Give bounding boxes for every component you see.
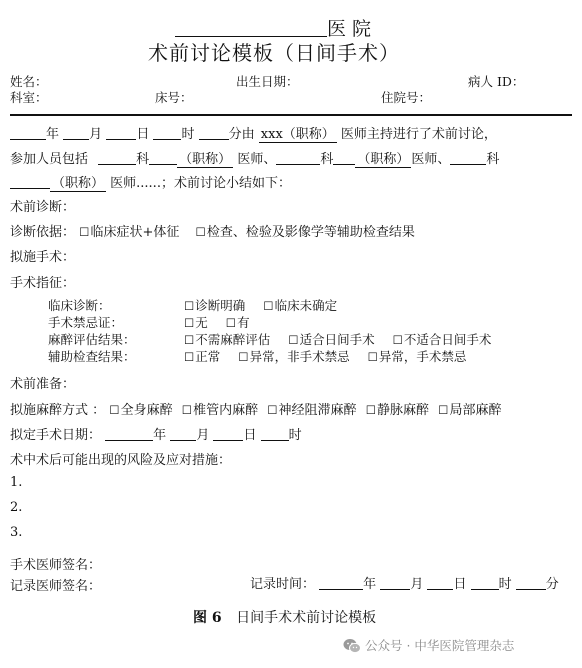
- anesthesia-option-intravenous[interactable]: ☐静脉麻醉: [365, 403, 430, 418]
- checkbox-icon[interactable]: ☐: [183, 316, 195, 330]
- figure-caption: [193, 607, 376, 627]
- planned-surgery-label: 拟施手术：: [10, 250, 76, 265]
- record-minute-blank[interactable]: [516, 577, 546, 590]
- option-contraindication-yes[interactable]: ☐有: [225, 315, 250, 330]
- checkbox-icon[interactable]: ☐: [263, 299, 274, 313]
- risk-item-3: 3.: [10, 525, 23, 540]
- indication-row-contraindication: 手术禁忌证： ☐无 ☐有: [48, 315, 250, 330]
- host-suffix: 医师主持进行了术前讨论，: [340, 127, 497, 142]
- participants-label: 参加人员包括: [10, 152, 89, 167]
- checkbox-icon[interactable]: ☐: [238, 350, 249, 364]
- document-title: 术前讨论模板（日间手术）: [148, 41, 400, 65]
- checkbox-icon[interactable]: ☐: [267, 403, 278, 417]
- checkbox-icon[interactable]: ☐: [183, 333, 195, 347]
- anesthesia-line: 拟施麻醉方式 ： ☐全身麻醉 ☐椎管内麻醉 ☐神经阻滞麻醉 ☐静脉麻醉 ☐局部麻醉: [10, 403, 502, 418]
- risk-item-2: 2.: [10, 500, 23, 515]
- bed-number-label: 床号：: [155, 90, 193, 105]
- department-label: 科室：: [10, 90, 48, 105]
- surgery-day-blank[interactable]: [213, 428, 243, 441]
- checkbox-icon[interactable]: ☐: [183, 299, 195, 313]
- intro-line-3: （职称） 医师......；术前讨论小结如下：: [10, 172, 291, 191]
- checkbox-icon[interactable]: ☐: [225, 316, 237, 330]
- option-no-anesthesia-eval[interactable]: ☐不需麻醉评估: [183, 332, 271, 347]
- surgery-year-blank[interactable]: [105, 428, 153, 441]
- birth-date-label: 出生日期：: [236, 74, 299, 89]
- surgeon-signature-label: 手术医师签名：: [10, 558, 102, 573]
- option-unsuitable-day-surgery[interactable]: ☐不适合日间手术: [392, 332, 492, 347]
- option-suitable-day-surgery[interactable]: ☐适合日间手术: [288, 332, 375, 347]
- diagnosis-basis-line: 诊断依据： ☐临床症状+体征 ☐检查、检验及影像学等辅助检查结果: [10, 225, 415, 240]
- checkbox-icon[interactable]: ☐: [183, 350, 195, 364]
- title-blank-2[interactable]: [333, 152, 355, 165]
- checkbox-icon[interactable]: ☐: [109, 403, 120, 417]
- option-normal[interactable]: ☐正常: [183, 349, 221, 364]
- recorder-signature-label: 记录医师签名：: [10, 579, 102, 594]
- indication-row-auxiliary-exam: 辅助检查结果： ☐正常 ☐异常，非手术禁忌 ☐异常，手术禁忌: [48, 349, 467, 364]
- record-year-blank[interactable]: [319, 577, 363, 590]
- dept-blank-4[interactable]: [10, 176, 50, 189]
- risks-label: 术中术后可能出现的风险及应对措施：: [10, 453, 232, 468]
- intro-line-1: 年 月 日 时 分由 xxx（职称） 医师主持进行了术前讨论，: [10, 123, 497, 142]
- checkbox-icon[interactable]: ☐: [365, 403, 376, 417]
- surgery-month-blank[interactable]: [170, 428, 196, 441]
- anesthesia-option-spinal[interactable]: ☐椎管内麻醉: [181, 403, 259, 418]
- checkbox-icon[interactable]: ☐: [195, 225, 206, 239]
- day-blank[interactable]: [106, 127, 136, 140]
- record-time-line: 记录时间： 年 月 日 时 分: [250, 577, 559, 592]
- anesthesia-option-nerve-block[interactable]: ☐神经阻滞麻醉: [267, 403, 357, 418]
- header-divider: [10, 114, 572, 116]
- anesthesia-option-local[interactable]: ☐局部麻醉: [438, 403, 502, 418]
- anesthesia-option-general[interactable]: ☐全身麻醉: [109, 403, 173, 418]
- year-blank[interactable]: [10, 127, 46, 140]
- figure-number: 图 6: [193, 610, 222, 626]
- minute-blank[interactable]: [199, 127, 229, 140]
- dept-blank-1[interactable]: [98, 152, 136, 165]
- dept-blank-2[interactable]: [276, 152, 320, 165]
- risk-item-1: 1.: [10, 475, 23, 490]
- checkbox-icon[interactable]: ☐: [79, 225, 90, 239]
- surgery-date-line: 拟定手术日期： 年 月 日 时: [10, 428, 302, 443]
- basis-option-1[interactable]: ☐临床症状+体征: [79, 225, 180, 240]
- patient-id-label: 病人 ID：: [468, 74, 525, 89]
- host-title: xxx（职称）: [260, 127, 335, 142]
- option-abnormal-not-contraindicated[interactable]: ☐异常，非手术禁忌: [238, 349, 350, 364]
- record-month-blank[interactable]: [380, 577, 410, 590]
- record-day-blank[interactable]: [427, 577, 453, 590]
- figure-caption-text: 日间手术术前讨论模板: [236, 610, 377, 626]
- option-diagnosis-uncertain[interactable]: ☐临床未确定: [263, 298, 338, 313]
- preop-diagnosis-label: 术前诊断：: [10, 200, 76, 215]
- wechat-icon: [343, 638, 361, 657]
- month-blank[interactable]: [63, 127, 89, 140]
- checkbox-icon[interactable]: ☐: [288, 333, 299, 347]
- dept-blank-3[interactable]: [450, 152, 486, 165]
- hospital-name-blank[interactable]: [175, 16, 327, 37]
- option-contraindication-none[interactable]: ☐无: [183, 315, 208, 330]
- checkbox-icon[interactable]: ☐: [367, 350, 378, 364]
- checkbox-icon[interactable]: ☐: [392, 333, 403, 347]
- indications-label: 手术指征：: [10, 276, 76, 291]
- patient-name-label: 姓名：: [10, 74, 48, 89]
- intro-line-2: 参加人员包括 科 （职称） 医师、 科 （职称） 医师、 科: [10, 152, 500, 167]
- hour-blank[interactable]: [153, 127, 181, 140]
- title-blank-1[interactable]: [149, 152, 177, 165]
- admission-number-label: 住院号：: [381, 90, 432, 105]
- option-abnormal-contraindicated[interactable]: ☐异常，手术禁忌: [367, 349, 467, 364]
- checkbox-icon[interactable]: ☐: [438, 403, 449, 417]
- indication-row-clinical-diagnosis: 临床诊断： ☐诊断明确 ☐临床未确定: [48, 298, 338, 313]
- preop-prep-label: 术前准备：: [10, 377, 76, 392]
- record-hour-blank[interactable]: [471, 577, 499, 590]
- intro-tail: 医师......；术前讨论小结如下：: [110, 176, 291, 191]
- checkbox-icon[interactable]: ☐: [181, 403, 193, 417]
- option-diagnosis-clear[interactable]: ☐诊断明确: [183, 298, 246, 313]
- watermark-text: 公众号 · 中华医院管理杂志: [365, 638, 515, 653]
- hospital-suffix: 医 院: [327, 18, 372, 40]
- indication-row-anesthesia-eval: 麻醉评估结果： ☐不需麻醉评估 ☐适合日间手术 ☐不适合日间手术: [48, 332, 492, 347]
- watermark: [343, 636, 514, 657]
- basis-option-2[interactable]: ☐检查、检验及影像学等辅助检查结果: [195, 225, 415, 240]
- surgery-hour-blank[interactable]: [261, 428, 289, 441]
